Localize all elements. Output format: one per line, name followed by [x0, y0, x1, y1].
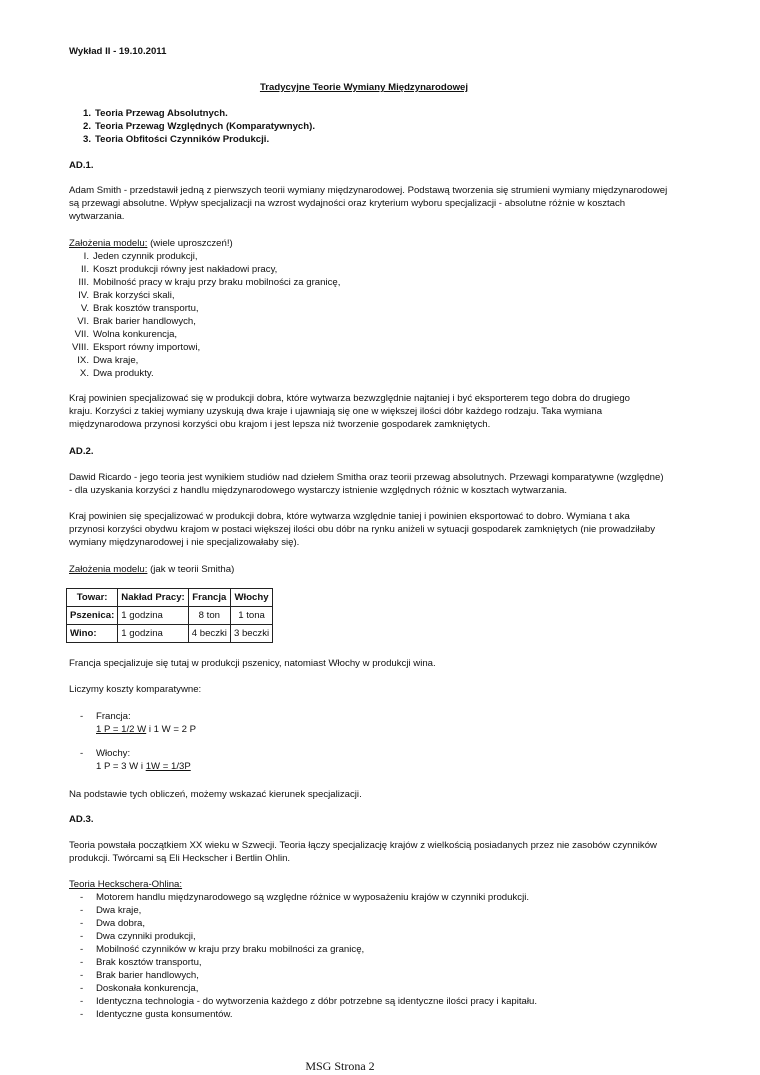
list-item: 2. Teoria Przewag Względnych (Komparatywnych).	[82, 121, 315, 132]
ad2-costs-intro: Liczymy koszty komparatywne:	[69, 684, 202, 695]
ad1-assumptions-heading: Założenia modelu: (wiele uproszczeń!)	[69, 238, 233, 249]
list-item: IX. Dwa kraje,	[77, 355, 139, 366]
ad2-heading: AD.2.	[69, 446, 94, 457]
list-item: - Dwa kraje,	[80, 905, 142, 916]
ad2-intro: Dawid Ricardo - jego teoria jest wynikiem studiów nad dziełem Smitha oraz teorii przewag absolutnych. Przewagi komparatywne (względne) - dla uzyskania korzyści z handlu międzynarodowego wystarczy istnienie względnych różnic w kosztach wytwarzania.	[69, 472, 664, 496]
list-item: I. Jeden czynnik produkcji,	[83, 251, 198, 262]
list-item: - Mobilność czynników w kraju przy braku mobilności za granicę,	[80, 944, 365, 955]
list-item: 1. Teoria Przewag Absolutnych.	[82, 108, 228, 119]
list-item: - Motorem handlu międzynarodowego są względne różnice w wyposażeniu krajów w czynniki produkcji.	[80, 892, 529, 903]
list-item: X. Dwa produkty.	[79, 368, 154, 379]
ad3-theory-heading: Teoria Heckschera-Ohlina:	[69, 879, 183, 890]
ad2-rule: Kraj powinien się specjalizować w produkcji dobra, które wytwarza względnie taniej i powinien eksportować to dobro. Wymiana t aka przynosi korzyści obydwu krajom w postaci większej ilości obu dóbr na rynku aniżeli w sytuacji gospodarek zamkniętych (nie prowadziłaby wymiany międzynarodowej i nie specjalizowałaby się).	[69, 511, 656, 548]
ad2-specialization: Francja specjalizuje się tutaj w produkcji pszenicy, natomiast Włochy w produkcji wina.	[69, 658, 436, 669]
list-item: VII. Wolna konkurencja,	[74, 329, 178, 340]
theories-list	[69, 107, 315, 146]
ad2-closing: Na podstawie tych obliczeń, możemy wskazać kierunek specjalizacji.	[69, 789, 362, 800]
ad1-conclusion: Kraj powinien specjalizować się w produkcji dobra, które wytwarza bezwzględnie najtaniej i być eksporterem tego dobra do drugiego kraju. Korzyści z takiej wymiany uzyskują dwa kraje i ujawniają się one w większej ilości dóbr każdego rodzaju. Taka wymiana międzynarodowa przynosi korzyści obu krajom i jest lepsza niż tworzenie gospodarek zamkniętych.	[69, 393, 631, 430]
ad1-heading: AD.1.	[69, 160, 94, 171]
list-item: III. Mobilność pracy w kraju przy braku mobilności za granicę,	[78, 277, 341, 288]
list-item: - Identyczne gusta konsumentów.	[80, 1009, 233, 1020]
list-item: II. Koszt produkcji równy jest nakładowi pracy,	[81, 264, 278, 275]
ad3-intro: Teoria powstała początkiem XX wieku w Szwecji. Teoria łączy specjalizację krajów z wielkością posiadanych przez nie zasobów czynników produkcji. Twórcami są Eli Heckscher i Bertlin Ohlin.	[69, 840, 657, 864]
ad1-intro: Adam Smith - przedstawił jedną z pierwszych teorii wymiany międzynarodowej. Podstawą tworzenia się strumieni wymiany międzynarodowej są przewagi absolutne. Wpływ specjalizacji na wzrost wydajności oraz kryterium wyboru specjalizacji - absolutne różnie w kosztach wytwarzania.	[69, 185, 668, 222]
page-footer: MSG Strona 2	[305, 1059, 375, 1073]
list-item: - Brak barier handlowych,	[80, 970, 199, 981]
table-header-row: Towar: Nakład Pracy: Francja Włochy	[67, 589, 273, 607]
list-item: - Dwa dobra,	[80, 918, 146, 929]
list-item: IV. Brak korzyści skali,	[78, 290, 175, 301]
table-row: Pszenica: 1 godzina 8 ton 1 tona	[67, 607, 273, 625]
italy-costs: - Włochy: 1 P = 3 W i 1W = 1/3P	[80, 748, 191, 772]
list-item: - Dwa czynniki produkcji,	[80, 931, 196, 942]
ad3-heading: AD.3.	[69, 814, 94, 825]
list-item: 3. Teoria Obfitości Czynników Produkcji.	[82, 134, 270, 145]
list-item: - Brak kosztów transportu,	[80, 957, 202, 968]
ad3-assumptions-list	[80, 891, 537, 1021]
list-item: - Doskonała konkurencja,	[80, 983, 199, 994]
list-item: V. Brak kosztów transportu,	[80, 303, 199, 314]
ad2-assumptions-heading: Założenia modelu: (jak w teorii Smitha)	[69, 564, 235, 575]
france-costs: - Francja: 1 P = 1/2 W i 1 W = 2 P	[80, 711, 197, 735]
list-item: VIII. Eksport równy importowi,	[71, 342, 201, 353]
labor-cost-table	[66, 588, 273, 643]
table-row: Wino: 1 godzina 4 beczki 3 beczki	[67, 625, 273, 643]
list-item: - Identyczna technologia - do wytworzenia każdego z dóbr potrzebne są identyczne ilości pracy i kapitału.	[80, 996, 538, 1007]
list-item: VI. Brak barier handlowych,	[77, 316, 196, 327]
ad1-assumptions-list	[69, 250, 340, 380]
document-title: Tradycyjne Teorie Wymiany Międzynarodowej	[259, 82, 469, 93]
lecture-header: Wykład II - 19.10.2011	[69, 46, 167, 57]
